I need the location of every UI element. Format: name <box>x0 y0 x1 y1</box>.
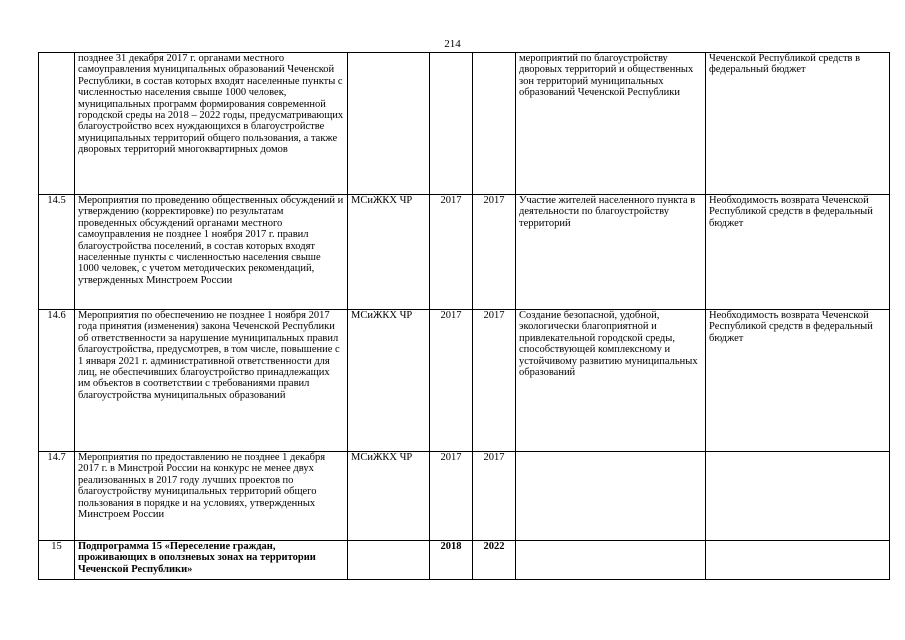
start-year: 2017 <box>430 452 473 541</box>
table-row <box>39 195 890 310</box>
expected-result: Создание безопасной, удобной, экологически благоприятной и привлекательной городской среды, способствующей комплексному и устойчивому развитию муниципальных образований <box>516 310 706 452</box>
measure-text: Мероприятия по обеспечению не позднее 1 ноября 2017 года принятия (изменения) закона Чеченской Республики об ответственности за нарушение муниципальных правил благоустройства, предусмотрев, в том числе, повышение с 1 января 2021 г. административной ответственности для лиц, не обеспечивших благоустройство принадлежащих им объектов в соответствии с требованиями правил благоустройства муниципальных образований <box>75 310 348 452</box>
executor-cell: МСиЖКХ ЧР <box>348 310 430 452</box>
start-year: 2018 <box>430 541 473 580</box>
risk-consequence: Чеченской Республикой средств в федеральный бюджет <box>706 53 890 195</box>
end-year: 2017 <box>473 452 516 541</box>
expected-result <box>516 541 706 580</box>
measure-text: позднее 31 декабря 2017 г. органами местного самоуправления муниципальных образований Чеченской Республики, в состав которых входят населенные пункты с численностью населения свыше 1000 человек, муниципальных программ формирования современной городской среды на 2018 – 2022 годы, предусматривающих благоустройство всех нуждающихся в благоустройстве муниципальных территорий общего пользования, а также дворовых территорий многоквартирных домов <box>75 53 348 195</box>
measure-text: Мероприятия по проведению общественных обсуждений и утверждению (корректировке) по результатам проведенных обсуждений органами местного самоуправления не позднее 1 ноября 2017 г. правил благоустройства поселений, в состав которых входят населенные пункты с численностью населения свыше 1000 человек, с учетом методических рекомендаций, утвержденных Минстроем России <box>75 195 348 310</box>
table-row <box>39 452 890 541</box>
row-number <box>39 53 75 195</box>
expected-result: мероприятий по благоустройству дворовых территорий и общественных зон территорий муниципальных образований Чеченской Республики <box>516 53 706 195</box>
executor-cell: МСиЖКХ ЧР <box>348 195 430 310</box>
table-row <box>39 310 890 452</box>
executor-cell <box>348 541 430 580</box>
end-year: 2022 <box>473 541 516 580</box>
subprogram-title: Подпрограмма 15 «Переселение граждан, проживающих в оползневых зонах на территории Чеченской Республики» <box>75 541 348 580</box>
row-number: 14.5 <box>39 195 75 310</box>
row-number: 14.6 <box>39 310 75 452</box>
executor-cell: МСиЖКХ ЧР <box>348 452 430 541</box>
start-year <box>430 53 473 195</box>
expected-result: Участие жителей населенного пункта в деятельности по благоустройству территорий <box>516 195 706 310</box>
risk-consequence <box>706 452 890 541</box>
start-year: 2017 <box>430 195 473 310</box>
risk-consequence: Необходимость возврата Чеченской Республикой средств в федеральный бюджет <box>706 195 890 310</box>
executor-cell <box>348 53 430 195</box>
risk-consequence: Необходимость возврата Чеченской Республикой средств в федеральный бюджет <box>706 310 890 452</box>
end-year: 2017 <box>473 195 516 310</box>
table-row <box>39 53 890 195</box>
row-number: 14.7 <box>39 452 75 541</box>
end-year: 2017 <box>473 310 516 452</box>
table-row <box>39 541 890 580</box>
start-year: 2017 <box>430 310 473 452</box>
page-number: 214 <box>444 38 461 50</box>
measure-text: Мероприятия по предоставлению не позднее 1 декабря 2017 г. в Минстрой России на конкурс не менее двух реализованных в 2017 году лучших проектов по благоустройству муниципальных территорий общего пользования в порядке и на условиях, утвержденных Минстроем России <box>75 452 348 541</box>
program-table <box>38 52 890 580</box>
expected-result <box>516 452 706 541</box>
risk-consequence <box>706 541 890 580</box>
end-year <box>473 53 516 195</box>
row-number: 15 <box>39 541 75 580</box>
